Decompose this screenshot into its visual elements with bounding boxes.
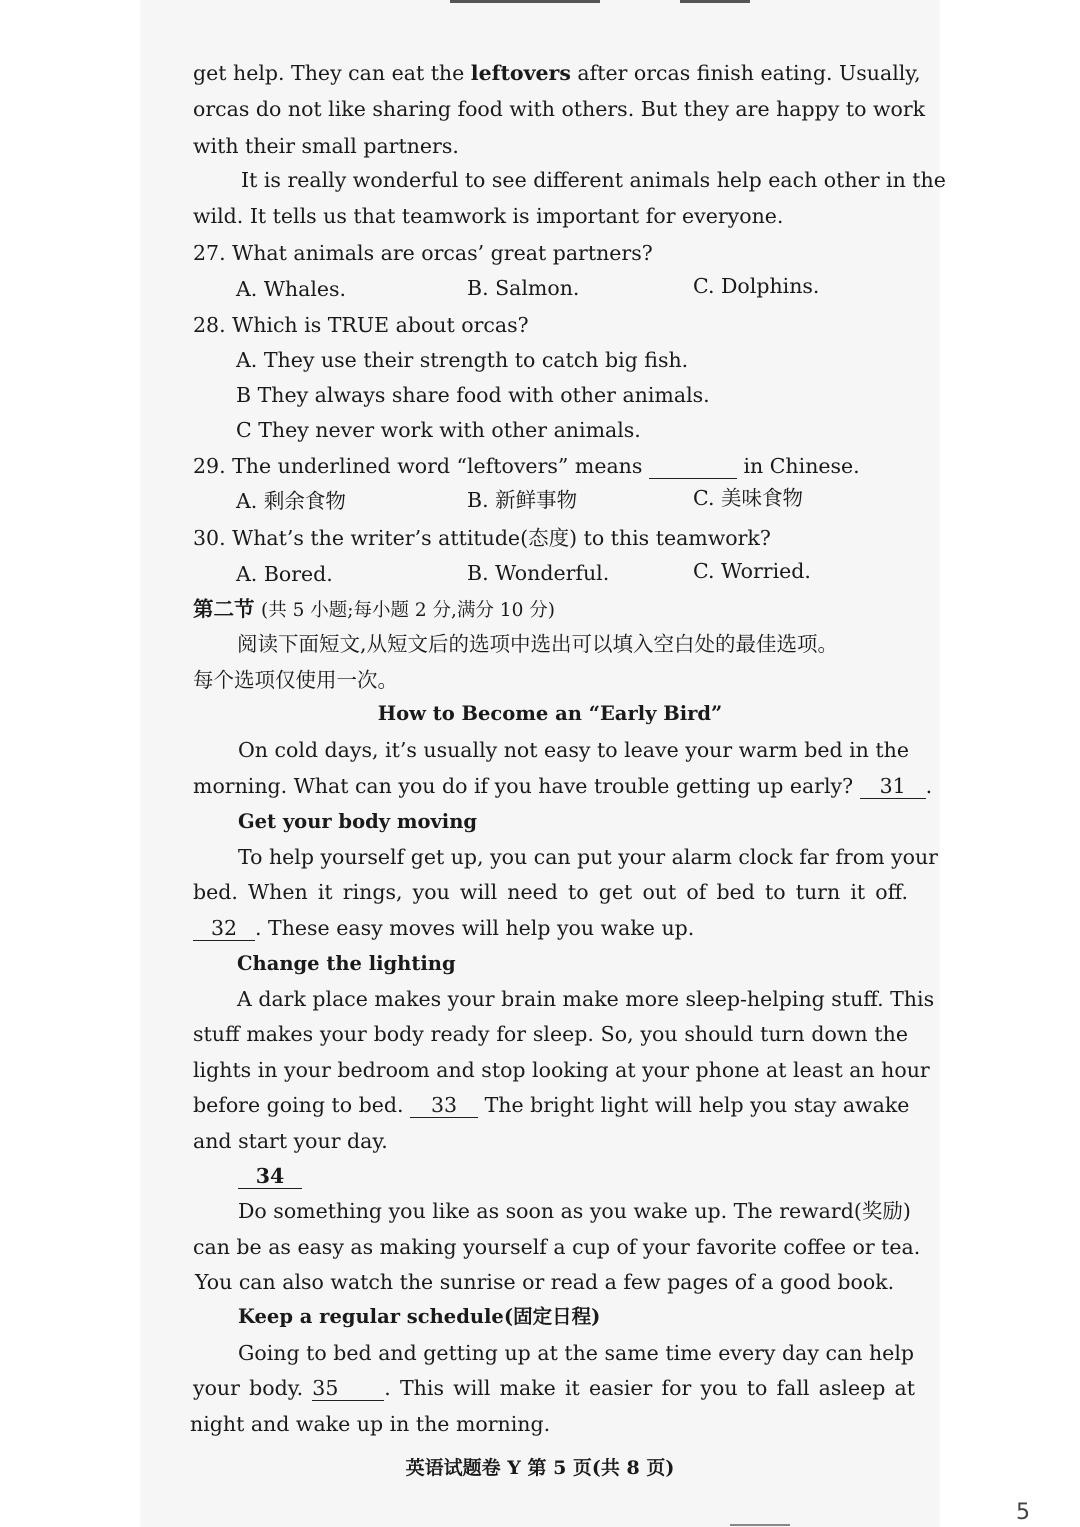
question-29-stem: 29. The underlined word “leftovers” means in Chinese. — [193, 454, 860, 478]
article-line: Do something you like as soon as you wake up. The reward(奖励) — [238, 1199, 911, 1223]
article-line: can be as easy as making yourself a cup of your favorite coffee or tea. — [193, 1235, 921, 1259]
page-footer: 英语试题卷 Y 第 5 页(共 8 页) — [405, 1457, 675, 1479]
passage-line: orcas do not like sharing food with others. But they are happy to work — [193, 97, 926, 121]
article-subheading: Keep a regular schedule(固定日程) — [238, 1305, 601, 1328]
passage-line: It is really wonderful to see different animals help each other in the — [241, 168, 946, 192]
answer-blank-35: 35 — [312, 1378, 384, 1401]
question-27-option-b: B. Salmon. — [467, 276, 580, 300]
question-30-stem: 30. What’s the writer’s attitude(态度) to this teamwork? — [193, 526, 771, 550]
question-28-option-b: B They always share food with other animals. — [236, 383, 710, 407]
article-title: How to Become an “Early Bird” — [377, 702, 723, 725]
section-heading: 第二节 (共 5 小题;每小题 2 分,满分 10 分) — [193, 597, 555, 621]
answer-blank-34: 34 — [238, 1166, 302, 1189]
question-30-option-c: C. Worried. — [693, 559, 811, 583]
article-line: lights in your bedroom and stop looking at your phone at least an hour — [193, 1058, 930, 1082]
article-line: night and wake up in the morning. — [190, 1412, 551, 1436]
bottom-scan-mark — [730, 1524, 790, 1526]
article-line: morning. What can you do if you have trouble getting up early? 31 . — [193, 774, 933, 798]
article-line: your body. 35 . This will make it easier for you to fall asleep at — [193, 1376, 915, 1400]
article-subheading: Get your body moving — [238, 810, 478, 833]
question-29-option-c: C. 美味食物 — [693, 486, 803, 510]
question-28-stem: 28. Which is TRUE about orcas? — [193, 313, 529, 337]
question-27-option-c: C. Dolphins. — [693, 274, 820, 298]
article-line: You can also watch the sunrise or read a few pages of a good book. — [195, 1270, 895, 1294]
section-instruction: 每个选项仅使用一次。 — [193, 668, 398, 692]
answer-blank-32: 32 — [193, 918, 255, 941]
article-line: bed. When it rings, you will need to get out of bed to turn it off. — [193, 880, 908, 904]
article-line: On cold days, it’s usually not easy to leave your warm bed in the — [238, 738, 909, 762]
answer-blank — [649, 456, 737, 479]
leftovers-word: leftovers — [470, 61, 571, 85]
question-29-option-a: A. 剩余食物 — [236, 489, 346, 513]
article-line: A dark place makes your brain make more sleep-helping stuff. This — [237, 987, 935, 1011]
answer-blank-31: 31 — [860, 776, 926, 799]
article-line: and start your day. — [193, 1129, 388, 1153]
article-subheading — [238, 1166, 302, 1189]
article-line: 32 . These easy moves will help you wake up. — [193, 918, 694, 941]
question-30-option-b: B. Wonderful. — [467, 561, 610, 585]
question-28-option-c: C They never work with other animals. — [236, 418, 641, 442]
question-28-option-a: A. They use their strength to catch big fish. — [236, 348, 689, 372]
top-scan-mark — [680, 0, 750, 3]
answer-blank-33: 33 — [410, 1095, 478, 1118]
section-instruction: 阅读下面短文,从短文后的选项中选出可以填入空白处的最佳选项。 — [237, 632, 839, 656]
question-30-option-a: A. Bored. — [236, 562, 333, 586]
article-line: Going to bed and getting up at the same time every day can help — [238, 1341, 914, 1365]
passage-line: get help. They can eat the leftovers after orcas finish eating. Usually, — [193, 61, 921, 85]
question-29-option-b: B. 新鲜事物 — [467, 488, 578, 512]
article-subheading: Change the lighting — [237, 952, 456, 975]
article-line: To help yourself get up, you can put your alarm clock far from your — [238, 845, 938, 869]
passage-line: with their small partners. — [193, 134, 459, 158]
paper-sheet — [140, 0, 946, 1527]
top-scan-mark — [450, 0, 600, 3]
article-line: before going to bed. 33 The bright light will help you stay awake — [193, 1093, 910, 1117]
question-27-stem: 27. What animals are orcas’ great partners? — [193, 241, 653, 265]
article-line: stuff makes your body ready for sleep. So, you should turn down the — [193, 1022, 908, 1046]
page-number: 5 — [1016, 1500, 1030, 1525]
question-27-option-a: A. Whales. — [236, 277, 347, 301]
passage-line: wild. It tells us that teamwork is important for everyone. — [193, 204, 784, 228]
